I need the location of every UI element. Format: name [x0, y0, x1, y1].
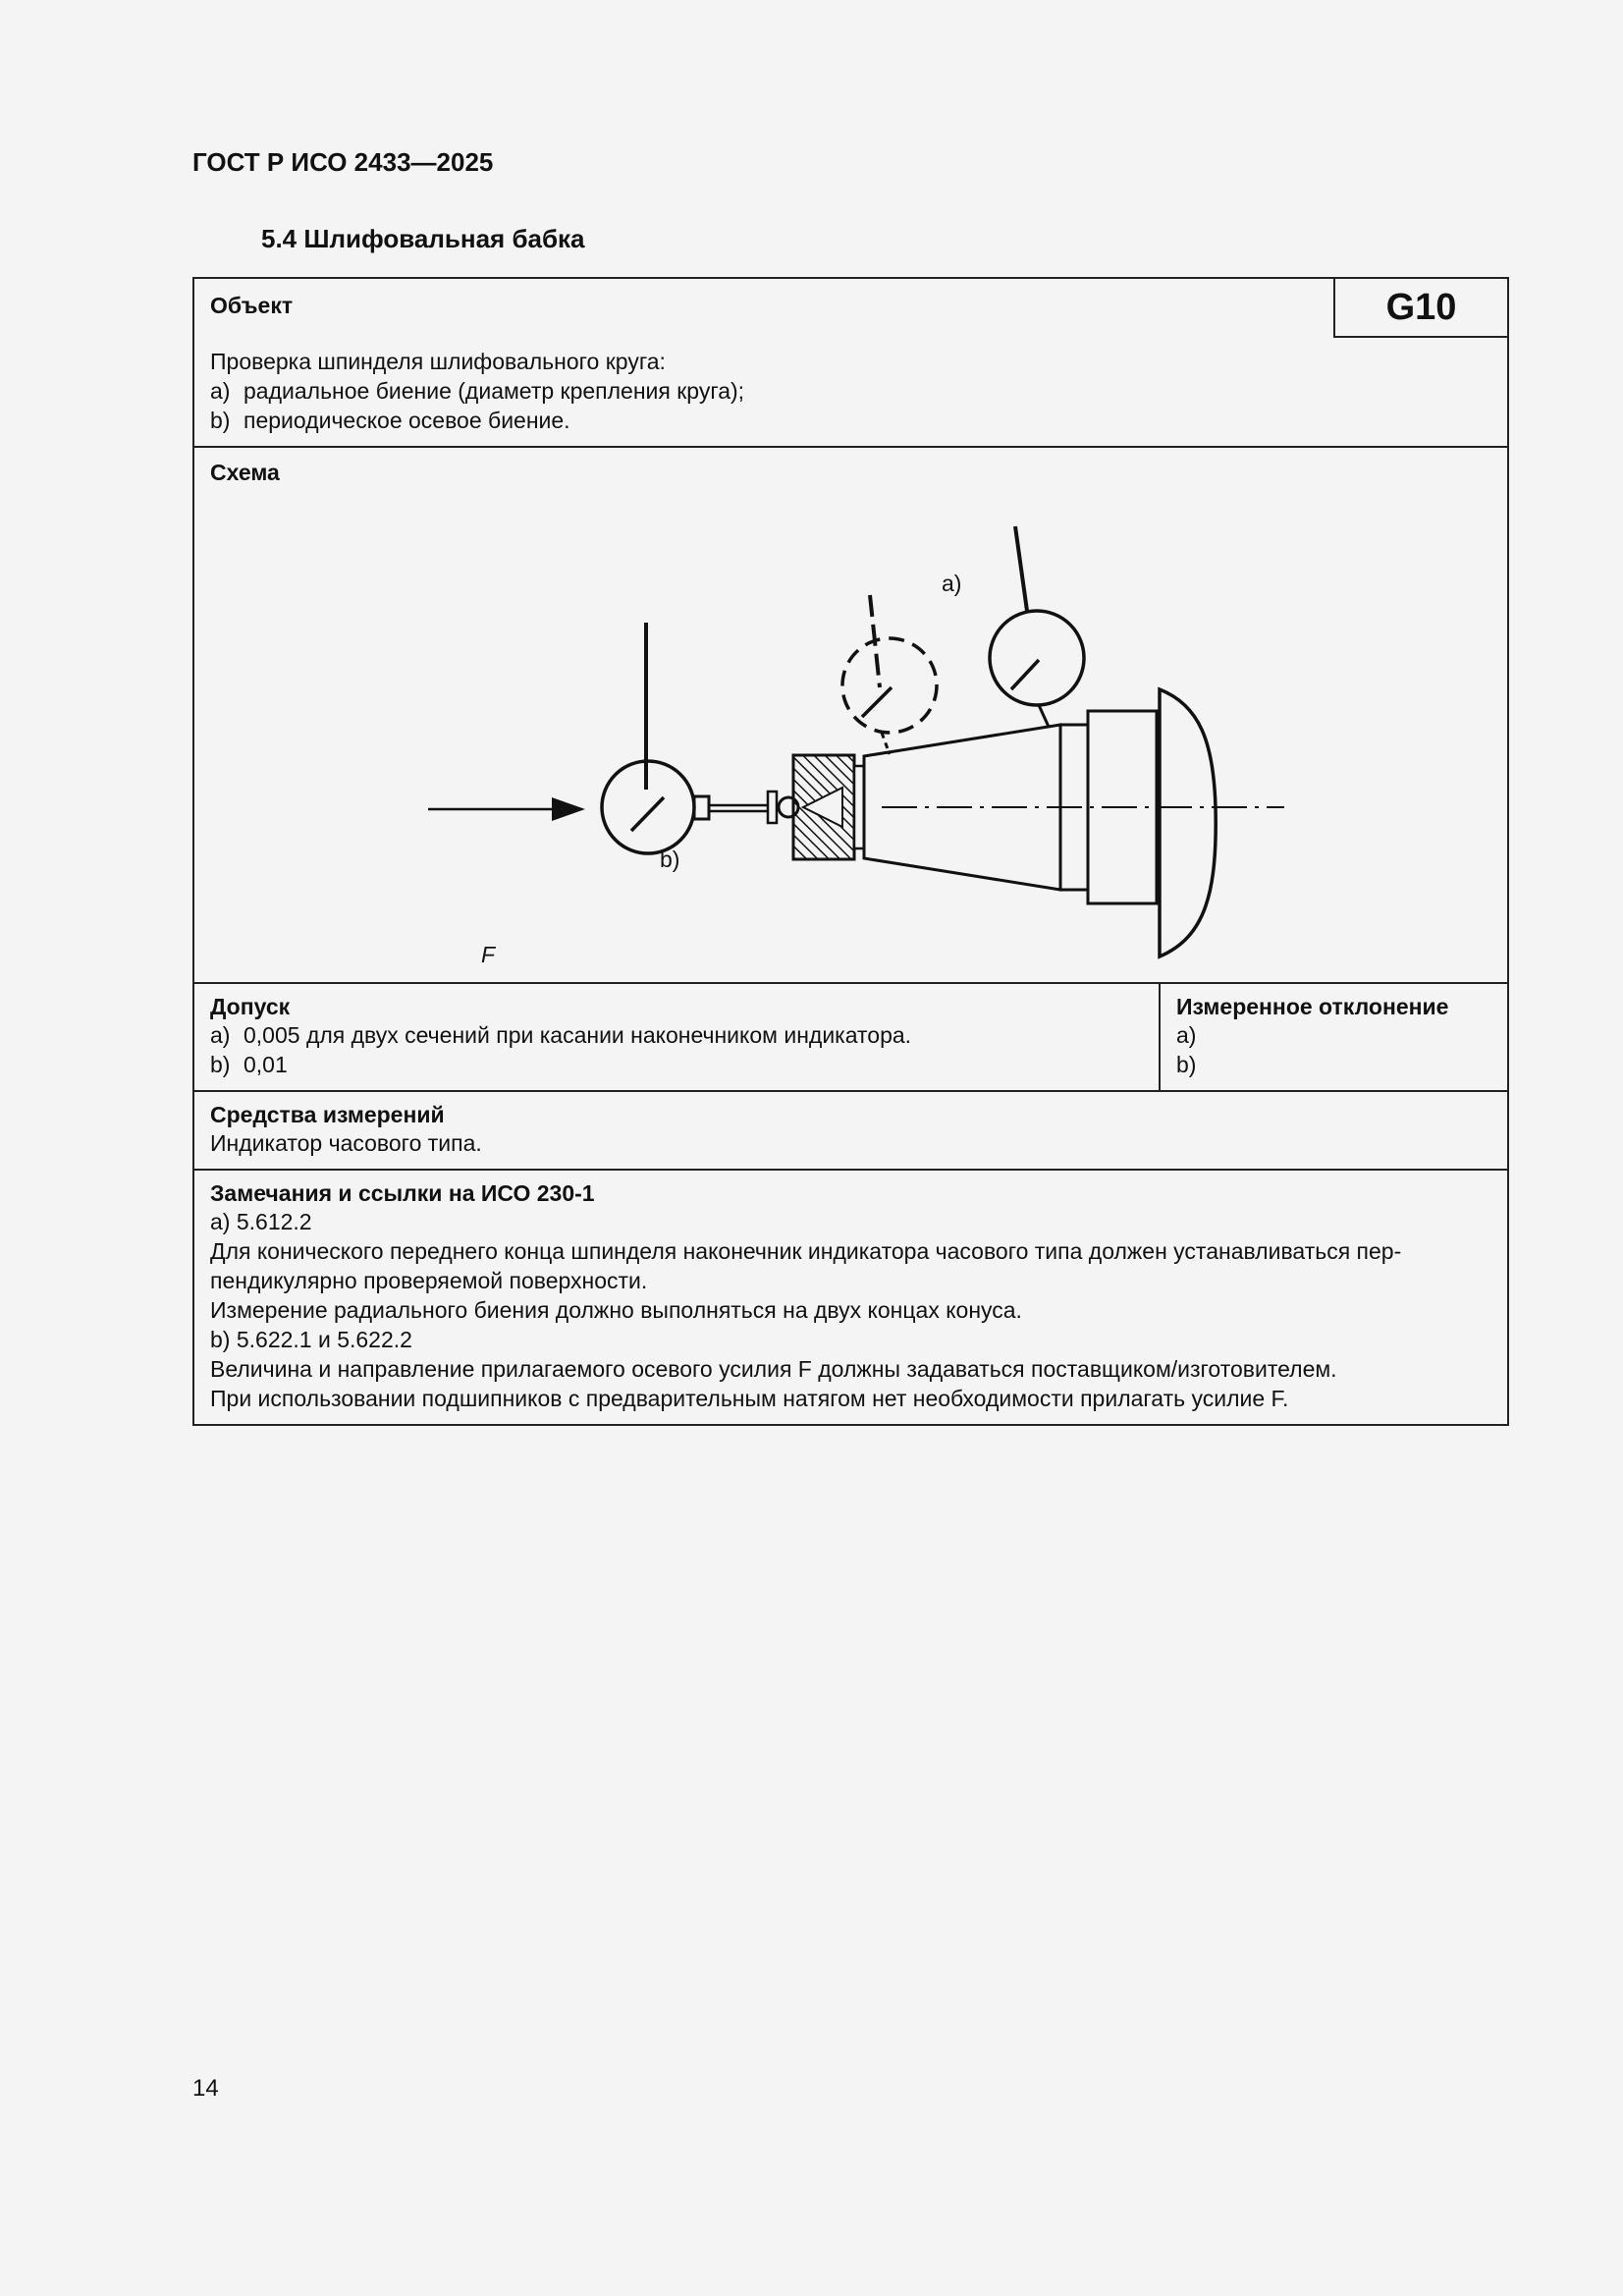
measured-label: Измеренное отклонение [1176, 994, 1449, 1019]
indicator-a1-dial [842, 638, 937, 733]
indicator-a2-needle [1011, 660, 1039, 689]
notes-line: Величина и направление прилагаемого осевого усилия F должны задаваться поставщиком/изготовителем. [210, 1356, 1337, 1382]
object-intro: Проверка шпинделя шлифовального круга: [210, 349, 666, 374]
test-card [192, 277, 1509, 1426]
notes-line: При использовании подшипников с предварительным натягом нет необходимости прилагать усилие F. [210, 1386, 1289, 1411]
page-number: 14 [192, 2075, 219, 2102]
object-row [194, 279, 1507, 448]
instruments-label: Средства измерений [210, 1102, 445, 1127]
indicator-b-label: b) [660, 847, 680, 872]
instruments-text: Индикатор часового типа. [210, 1130, 482, 1156]
tolerance-item: b) 0,01 [210, 1052, 288, 1077]
object-item: a) радиальное биение (диаметр крепления круга); [210, 378, 745, 404]
object-item: b) периодическое осевое биение. [210, 408, 570, 433]
indicator-a2-stem [1015, 526, 1027, 611]
object-label: Объект [210, 293, 294, 318]
measured-item-a: a) [1176, 1022, 1197, 1048]
tolerance-row [194, 984, 1507, 1092]
force-label: F [481, 942, 496, 967]
notes-line: Измерение радиального биения должно выполняться на двух концах конуса. [210, 1297, 1022, 1323]
test-code: G10 [1333, 279, 1507, 338]
scheme-diagram [194, 448, 1507, 982]
notes-line: пендикулярно проверяемой поверхности. [210, 1268, 648, 1293]
notes-line: Для конического переднего конца шпинделя наконечник индикатора часового типа должен устанавливаться пер- [210, 1238, 1402, 1264]
indicator-a1-needle [862, 687, 892, 717]
tolerance-label: Допуск [210, 994, 291, 1019]
document-header: ГОСТ Р ИСО 2433—2025 [192, 147, 494, 177]
notes-row [194, 1171, 1507, 1424]
instruments-row [194, 1092, 1507, 1171]
headstock-body [1160, 689, 1216, 957]
indicator-a2-dial [990, 611, 1084, 705]
measured-item-b: b) [1176, 1052, 1197, 1077]
section-title: 5.4 Шлифовальная бабка [261, 224, 585, 253]
notes-line: a) 5.612.2 [210, 1209, 312, 1234]
notes-label: Замечания и ссылки на ИСО 230-1 [210, 1180, 595, 1206]
force-arrow-head [552, 797, 585, 821]
tolerance-item: a) 0,005 для двух сечений при касании наконечником индикатора. [210, 1022, 912, 1048]
tolerance-cell [194, 984, 1161, 1090]
indicator-a-label: a) [942, 571, 962, 596]
scheme-row [194, 448, 1507, 984]
notes-line: b) 5.622.1 и 5.622.2 [210, 1327, 412, 1352]
measured-cell [1161, 984, 1507, 1090]
scheme-label: Схема [210, 460, 280, 485]
object-body [210, 347, 744, 435]
indicator-b-needle [631, 797, 664, 831]
